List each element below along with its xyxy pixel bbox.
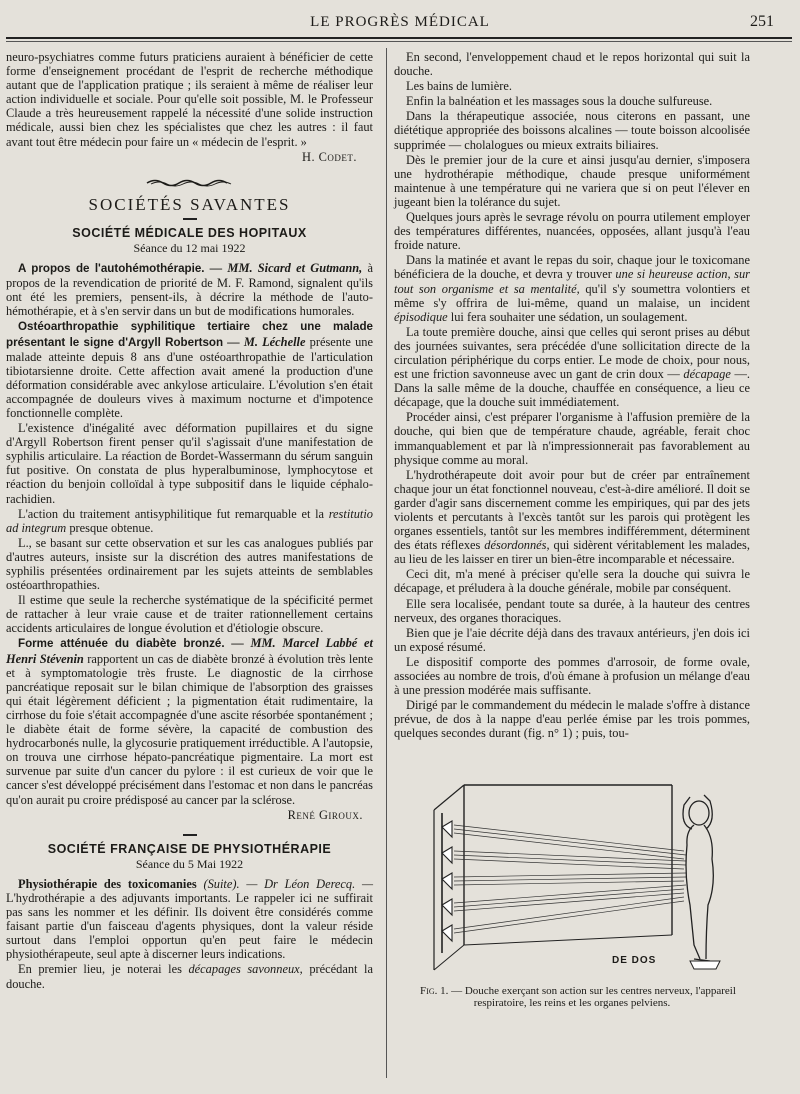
paragraph: Dans la matinée et avant le repas du soir, chaque jour le toxicomane bénéficiera de la douche, et devra y trouver une si heureuse action, sur tout son organisme et sa mentalité, qu'il s'y soumettra volontiers et même s'y offrira de lui-même, quand un malaise, un incident épisodique lui fera souhaiter une sédation, un soulagement.: [394, 253, 750, 324]
runin-title: Ostéoarthropathie syphilitique tertiaire chez une malade présentant le signe d'Argyll Robertson: [6, 320, 373, 349]
paragraph: Dans la thérapeutique associée, nous citerons en passant, une diététique appropriée des boissons alcalines — toute boisson alcoolisée supprimée — cholalogues ou mieux extraits biliaires.: [394, 109, 750, 152]
shower-illustration: [394, 755, 750, 985]
column-divider: [386, 48, 387, 1078]
separator-dash: [183, 834, 197, 836]
paragraph: Bien que je l'aie décrite déjà dans des travaux antérieurs, j'en dois ici un exposé résumé.: [394, 625, 750, 654]
authors: — MM. Marcel Labbé et Henri Stévenin: [6, 636, 373, 666]
article-toxicomanies: [6, 877, 373, 962]
signature-giroux: René Giroux.: [287, 807, 363, 822]
runin-title: Physiothérapie des toxicomanies: [18, 876, 197, 891]
paragraph: Le dispositif comporte des pommes d'arrosoir, de forme ovale, associées au nombre de trois, d'où émane à profusion un mélange d'eau à une pression modérée mais suffisante.: [394, 654, 750, 698]
paragraph: L'hydrothérapeute doit avoir pour but de créer par entraînement chaque jour un état fonctionnel nouveau, c'est-à-dire amélioré. Il doit se garder d'agir sans discernement comme les empiriques, qui par des jets violents et percutants à l'excès tantôt sur les parois qui protègent les organes essentiels, tantôt sur les membres indifféremment, déterminent des états réflexes désordonnés, qui sidèrent véritablement les malades, au lieu de les laisser en tirer un bien-être incomparable et nécessaire.: [394, 467, 750, 567]
author: — Dr Léon Derecq. —: [246, 876, 373, 891]
paragraph: L'action du traitement antisyphilitique fut remarquable et la restitutio ad integrum presque obtenue.: [6, 506, 373, 535]
society-title-physiotherapie: SOCIÉTÉ FRANÇAISE DE PHYSIOTHÉRAPIE: [47, 841, 332, 856]
left-column: [6, 50, 373, 992]
paragraph: Ceci dit, m'a mené à préciser qu'elle sera la douche qui suivra le décapage, et préludera à la douche générale, mobile par conséquent.: [394, 567, 750, 596]
authors: — MM. Sicard et Gutmann,: [209, 261, 363, 276]
session-date-hopitaux: Séance du 12 mai 1922: [133, 240, 246, 255]
paragraph: Dirigé par le commandement du médecin le malade s'offre à distance prévue, de dos à la nappe d'eau perlée émise par les trois pommes, quelques secondes durant (fig. n° 1) ; puis, tou-: [394, 698, 750, 741]
article-osteoarthropathie: [6, 319, 373, 420]
caption-text: — Douche exerçant son action sur les centres nerveux, l'appareil respiratoire, les reins et les organes pelviens.: [451, 984, 736, 1009]
body-text: à propos de la revendication de priorité de M. F. Ramond, signalent qu'ils ont été les premiers, pensent-ils, à décrire la méthode de l'auto-hémothérapie, et à s'en servir dans un but de modifications humorales.: [6, 261, 373, 319]
paragraph: Les bains de lumière.: [406, 79, 512, 94]
figure-douche: [394, 755, 750, 985]
authors: — M. Léchelle: [227, 334, 306, 349]
paragraph: L., se basant sur cette observation et sur les cas analogues publiés par d'autres auteurs, insiste sur la discrétion des autres manifestations de syphilis présentées ordinairement par les sujets atteints de semblables ostéoarthropathies.: [6, 535, 373, 593]
journal-title: LE PROGRÈS MÉDICAL: [310, 14, 490, 30]
ornament-divider: [145, 178, 235, 188]
shower-rose-icon: [442, 821, 452, 941]
paragraph: Quelques jours après le sevrage révolu on pourra utilement employer des températures différentes, nuancées, opposées, allant jusqu'à l'eau froide nature.: [394, 210, 750, 253]
figure-caption: [394, 985, 750, 1010]
caption-number: Fig. 1.: [420, 984, 449, 997]
running-header: [0, 10, 800, 36]
body-text: présente une malade atteinte depuis 8 ans d'une ostéoarthropathie de l'articulation tibiotarsienne droite. Cette affection avait amené la production d'une déformation considérable avec ankylose articulaire. L'évolution s'en était accompagnée de douleurs vives à maximum nocturne et d'impotence fonctionnelle complète.: [6, 334, 373, 420]
paragraph: En premier lieu, je noterai les décapages savonneux, précédant la douche.: [6, 962, 373, 991]
article-diabete-bronze: [6, 636, 373, 806]
section-dash: [183, 218, 197, 220]
figure-label: DE DOS: [612, 954, 657, 966]
session-date-physiotherapie: Séance du 5 Mai 1922: [135, 856, 244, 871]
paragraph: Procéder ainsi, c'est préparer l'organisme à l'affusion première de la douche, qui bien que de température chaude, agréable, ferait choc immanquablement et par là n'impressionnerait pas favorablement au physique comme au moral.: [394, 410, 750, 467]
section-title: SOCIÉTÉS SAVANTES: [88, 194, 291, 214]
page-number: 251: [750, 13, 774, 30]
intro-signature: H. Codet.: [302, 149, 357, 164]
society-title-hopitaux: SOCIÉTÉ MÉDICALE DES HOPITAUX: [72, 225, 307, 240]
body-text: L'hydrothérapie a des adjuvants importants. Le rappeler ici ne suffirait pas sans les nommer et les définir. Ils doivent être considérés comme faisant partie d'un faisceau d'agents physiques, dont la valeur réside surtout dans l'emploi opportun qu'en peut faire le médecin physiothérapeute, seul apte à discerner leurs indications.: [6, 890, 373, 962]
paragraph: Dès le premier jour de la cure et ainsi jusqu'au dernier, s'imposera une hydrothérapie méthodique, chaude presque uniformément maintenue à une température qui ne variera que si on peut l'élever en jugeant bien la tolérance du sujet.: [394, 152, 750, 209]
runin-title: Forme atténuée du diabète bronzé.: [18, 637, 225, 651]
suite-label: (Suite).: [203, 876, 240, 891]
paragraph: Enfin la balnéation et les massages sous la douche sulfureuse.: [406, 94, 713, 109]
paragraph: Il estime que seule la recherche systématique de la spécificité permet de rattacher à leur vraie cause et de traiter rationnellement certains accidents articulaires de longue évolution et d'étiologie obscure.: [6, 593, 373, 636]
header-rule-thin: [6, 41, 792, 42]
article-autohemotherapie: [6, 261, 373, 318]
paragraph: La toute première douche, ainsi que celles qui seront prises au début des journées suivantes, sera précédée d'une sollicitation directe de la circulation périphérique du corps entier. Le mode de choix, pour nous, est une friction savonneuse avec un gant de crin doux — décapage —. Dans la salle même de la douche, chauffée en conséquence, a lieu ce décapage, que la douche suit immédiatement.: [394, 324, 750, 410]
intro-paragraph: neuro-psychiatres comme futurs praticiens auraient à bénéficier de cette forme d'enseignement procédant de l'esprit de recherche méthodique autant que de l'application pratique ; ils seraient à même de réaliser leur action individuelle et sociale. Pour qu'elle soit possible, M. le Professeur Claude a très heureusement rappelé la nécessité d'une solide instruction médicale, aussi bien chez les spécialistes que chez les autres : il faut avant tout être médecin pour faire un « médecin de l'esprit. »: [6, 50, 373, 149]
body-text: rapportent un cas de diabète bronzé à évolution très lente et à symptomatologie très fruste. Le diagnostic de la cirrhose pancréatique reposait sur le bilan chimique de l'absorption des graisses qui était légèrement déficient ; la pigmentation était rudimentaire, la cirrhose du foie s'était accompagnée d'une ascite résorbée spontanément ; le diabète était de forme sévère, la capacité de combustion des hydrocarbonés nulle, la glycosurie pratiquement irréductible. A l'autopsie, on trouva une cirrhose hépato-pancréatique pigmentaire. La mort est survenue par suite d'un cancer du pylore : il est curieux de voir que le cancer s'est développé précisément dans l'estomac et non dans le pancréas qu'on aurait pu croire prédisposé au cancer par la sclérose.: [6, 651, 373, 807]
paragraph: En second, l'enveloppement chaud et le repos horizontal qui suit la douche.: [394, 50, 750, 79]
paragraph: Elle sera localisée, pendant toute sa durée, à la hauteur des centres nerveux, des organes thoraciques.: [394, 596, 750, 625]
runin-title: A propos de l'autohémothérapie.: [18, 262, 205, 276]
paragraph: L'existence d'inégalité avec déformation pupillaires et du signe d'Argyll Robertson firent penser qu'il s'agissait d'une manifestation de syphilis articulaire. La réaction de Bordet-Wassermann du sérum sanguin fut positive. On constata de plus hyperalbuminose, lymphocytose et réaction du benjoin colloïdal à type subpositif dans le liquide céphalo-rachidien.: [6, 421, 373, 506]
right-column: [394, 50, 750, 1011]
patient-figure: [683, 795, 713, 961]
header-rule: [6, 37, 792, 39]
